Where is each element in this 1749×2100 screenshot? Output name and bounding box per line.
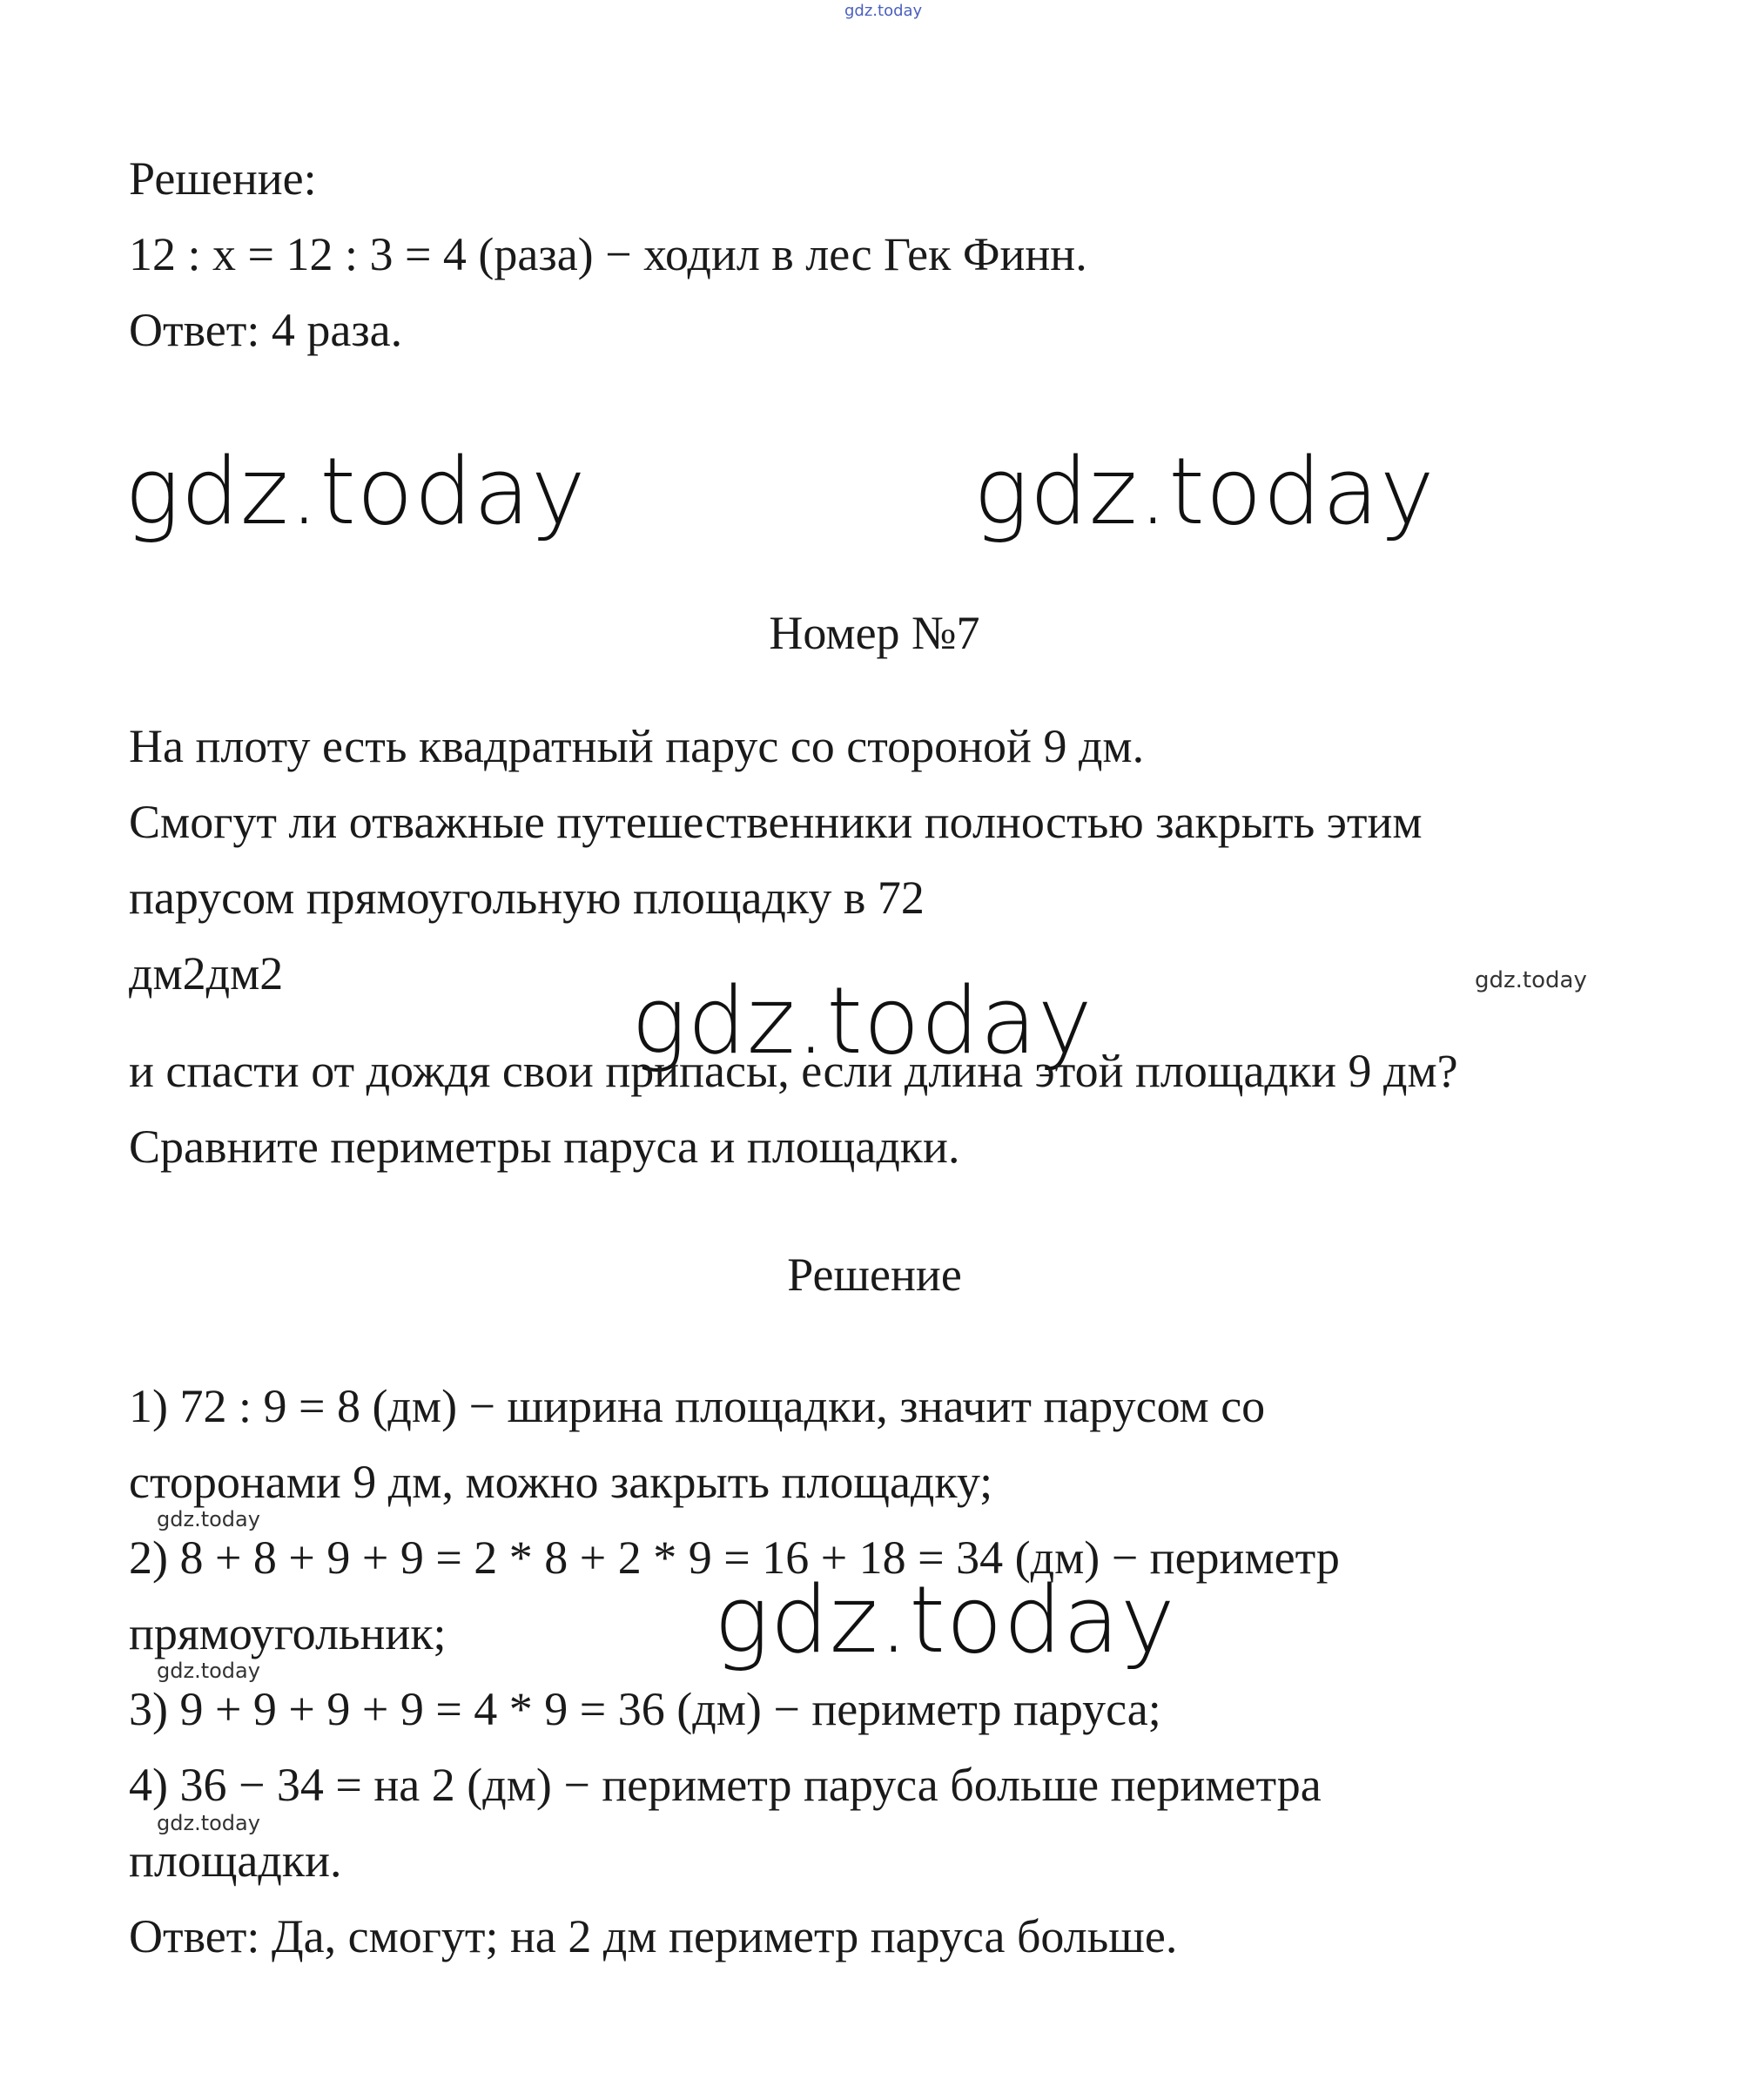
solution-answer: Ответ: Да, смогут; на 2 дм периметр паруса больше.	[129, 1910, 1178, 1962]
task-line: Сравните периметры паруса и площадки.	[129, 1121, 960, 1173]
watermark-big-left: gdz.today	[124, 438, 587, 545]
task-line: и спасти от дождя свои припасы, если длина этой площадки 9 дм?	[129, 1045, 1458, 1097]
solution-line: площадки.	[129, 1834, 342, 1887]
watermark-small: gdz.today	[157, 1507, 260, 1531]
watermark-small: gdz.today	[157, 1811, 260, 1835]
solution-heading: Решение	[787, 1249, 962, 1301]
prev-solution-line: 12 : x = 12 : 3 = 4 (раза) − ходил в лес Гек Финн.	[129, 228, 1087, 280]
solution-line: 1) 72 : 9 = 8 (дм) − ширина площадки, значит парусом со	[129, 1380, 1266, 1432]
task-line: Смогут ли отважные путешественники полностью закрыть этим	[129, 796, 1423, 848]
task-line: дм2дм2	[129, 947, 284, 1000]
watermark-small-right: gdz.today	[1475, 967, 1587, 993]
watermark-big-middle: gdz.today	[631, 967, 1093, 1074]
task-line: На плоту есть квадратный парус со стороной 9 дм.	[129, 720, 1145, 772]
solution-line: 2) 8 + 8 + 9 + 9 = 2 * 8 + 2 * 9 = 16 + 18 = 34 (дм) − периметр	[129, 1531, 1340, 1584]
watermark-big-lower: gdz.today	[714, 1566, 1176, 1673]
watermark-top: gdz.today	[844, 2, 923, 20]
solution-line: 4) 36 − 34 = на 2 (дм) − периметр паруса больше периметра	[129, 1759, 1322, 1811]
task-line: парусом прямоугольную площадку в 72	[129, 872, 925, 924]
solution-line: прямоугольник;	[129, 1607, 447, 1659]
prev-solution-heading: Решение:	[129, 152, 317, 205]
watermark-small: gdz.today	[157, 1659, 260, 1683]
prev-solution-answer: Ответ: 4 раза.	[129, 304, 403, 356]
solution-line: сторонами 9 дм, можно закрыть площадку;	[129, 1456, 993, 1508]
task-title: Номер №7	[769, 607, 980, 659]
solution-line: 3) 9 + 9 + 9 + 9 = 4 * 9 = 36 (дм) − периметр паруса;	[129, 1683, 1161, 1735]
watermark-big-right: gdz.today	[973, 438, 1436, 545]
